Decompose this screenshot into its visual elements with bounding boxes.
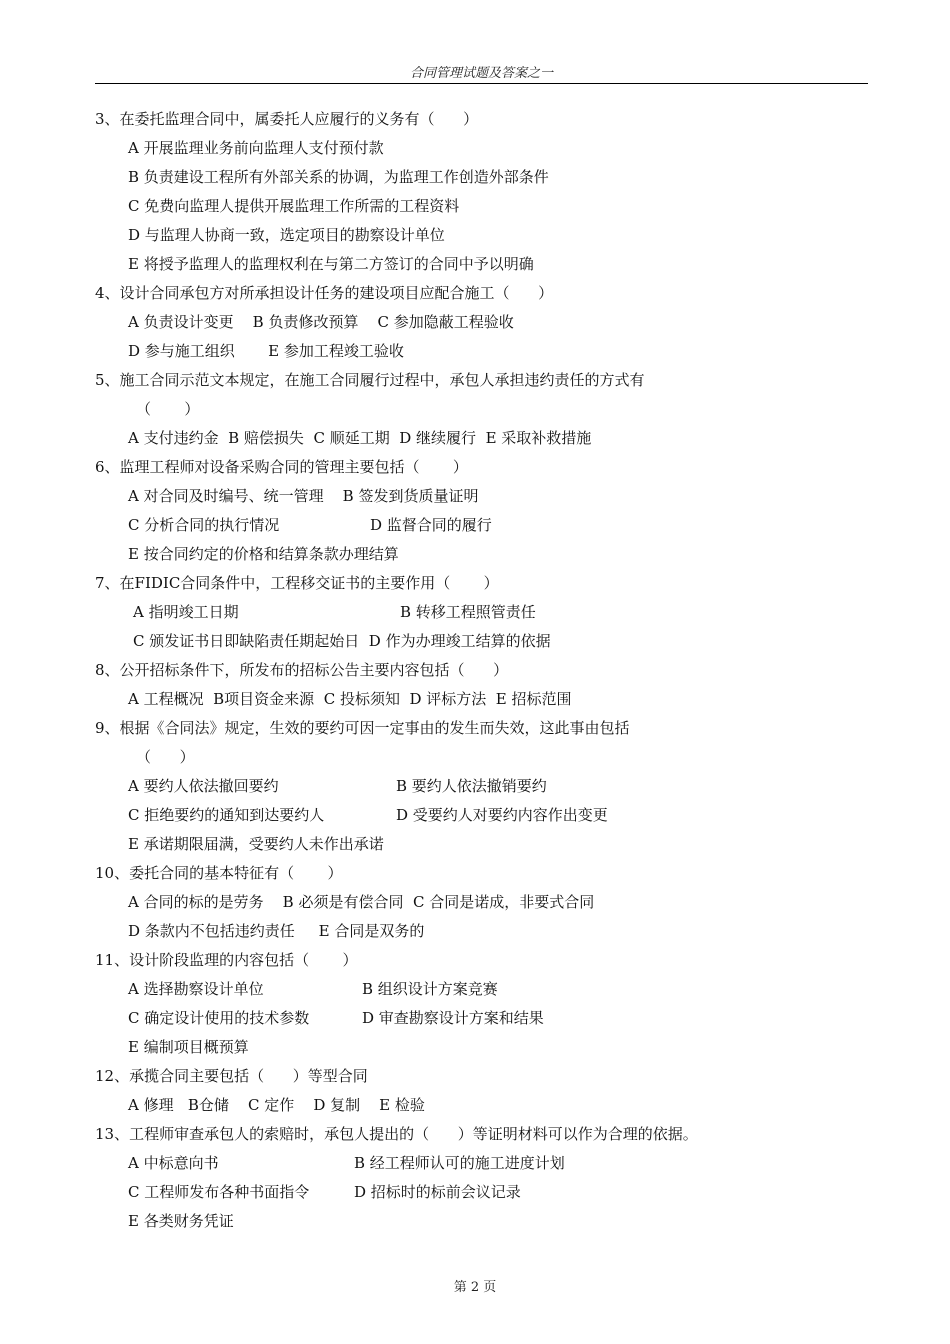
question-line: 7、在FIDIC合同条件中，工程移交证书的主要作用（ ）	[95, 574, 499, 592]
option-cell: C 拒绝要约的通知到达要约人	[128, 806, 325, 824]
option-cell: A 选择勘察设计单位	[128, 980, 264, 998]
option-line	[0, 1178, 950, 1207]
option-cell: B 经工程师认可的施工进度计划	[354, 1154, 565, 1172]
question-line: 5、施工合同示范文本规定，在施工合同履行过程中，承包人承担违约责任的方式有	[95, 371, 645, 389]
answer-blank-line: （ ）	[136, 400, 200, 418]
option-cell: D 审查勘察设计方案和结果	[362, 1009, 544, 1027]
option-line: A 修理 B仓储 C 定作 D 复制 E 检验	[128, 1096, 425, 1114]
option-cell: C 工程师发布各种书面指令	[128, 1183, 310, 1201]
option-cell: D 受要约人对要约内容作出变更	[396, 806, 608, 824]
option-line	[0, 1149, 950, 1178]
option-line	[0, 801, 950, 830]
option-cell: C 分析合同的执行情况	[128, 516, 280, 534]
question-list	[0, 105, 950, 1236]
question-line: 10、委托合同的基本特征有（ ）	[95, 864, 343, 882]
page-header: 合同管理试题及答案之一	[409, 66, 553, 81]
option-line: B 负责建设工程所有外部关系的协调，为监理工作创造外部条件	[128, 168, 549, 186]
option-cell: D 监督合同的履行	[370, 516, 492, 534]
option-cell: B 要约人依法撤销要约	[396, 777, 547, 795]
question-line: 12、承揽合同主要包括（ ）等型合同	[95, 1067, 368, 1085]
option-line: E 编制项目概预算	[128, 1038, 249, 1056]
option-line: E 承诺期限届满，受要约人未作出承诺	[128, 835, 384, 853]
option-line	[0, 975, 950, 1004]
option-cell: D 招标时的标前会议记录	[354, 1183, 521, 1201]
question-line: 3、在委托监理合同中，属委托人应履行的义务有（ ）	[95, 110, 479, 128]
option-line: E 将授予监理人的监理权利在与第二方签订的合同中予以明确	[128, 255, 534, 273]
option-line	[0, 772, 950, 801]
option-cell: C 颁发证书日即缺陷责任期起始日 D 作为办理竣工结算的依据	[133, 632, 551, 650]
option-line	[0, 627, 950, 656]
option-cell: A 指明竣工日期	[133, 603, 239, 621]
question-line: 11、设计阶段监理的内容包括（ ）	[95, 951, 358, 969]
option-line: A 开展监理业务前向监理人支付预付款	[128, 139, 384, 157]
option-line: E 按合同约定的价格和结算条款办理结算	[128, 545, 399, 563]
option-line	[0, 1004, 950, 1033]
option-line: A 支付违约金 B 赔偿损失 C 顺延工期 D 继续履行 E 采取补救措施	[128, 429, 592, 447]
option-line: C 免费向监理人提供开展监理工作所需的工程资料	[128, 197, 460, 215]
option-line: A 对合同及时编号、统一管理 B 签发到货质量证明	[128, 487, 479, 505]
option-cell: C 确定设计使用的技术参数	[128, 1009, 310, 1027]
question-line: 13、工程师审查承包人的索赔时，承包人提出的（ ）等证明材料可以作为合理的依据。	[95, 1125, 698, 1143]
question-line: 8、公开招标条件下，所发布的招标公告主要内容包括（ ）	[95, 661, 509, 679]
option-line: A 合同的标的是劳务 B 必须是有偿合同 C 合同是诺成，非要式合同	[128, 893, 595, 911]
header-divider	[95, 83, 868, 84]
option-line: D 参与施工组织 E 参加工程竣工验收	[128, 342, 404, 360]
option-line: D 与监理人协商一致，选定项目的勘察设计单位	[128, 226, 445, 244]
option-line	[0, 511, 950, 540]
option-cell: B 组织设计方案竞赛	[362, 980, 498, 998]
question-line: 4、设计合同承包方对所承担设计任务的建设项目应配合施工（ ）	[95, 284, 554, 302]
option-cell: A 中标意向书	[128, 1154, 219, 1172]
option-cell: A 要约人依法撤回要约	[128, 777, 279, 795]
option-line: A 负责设计变更 B 负责修改预算 C 参加隐蔽工程验收	[128, 313, 514, 331]
option-line	[0, 598, 950, 627]
option-cell: B 转移工程照管责任	[400, 603, 536, 621]
option-line: E 各类财务凭证	[128, 1212, 234, 1230]
question-line: 6、监理工程师对设备采购合同的管理主要包括（ ）	[95, 458, 468, 476]
question-line: 9、根据《合同法》规定，生效的要约可因一定事由的发生而失效，这此事由包括	[95, 719, 630, 737]
page-footer: 第 2 页	[453, 1280, 497, 1295]
option-line: D 条款内不包括违约责任 E 合同是双务的	[128, 922, 425, 940]
answer-blank-line: （ ）	[136, 748, 195, 766]
option-line: A 工程概况 B项目资金来源 C 投标须知 D 评标方法 E 招标范围	[128, 690, 572, 708]
